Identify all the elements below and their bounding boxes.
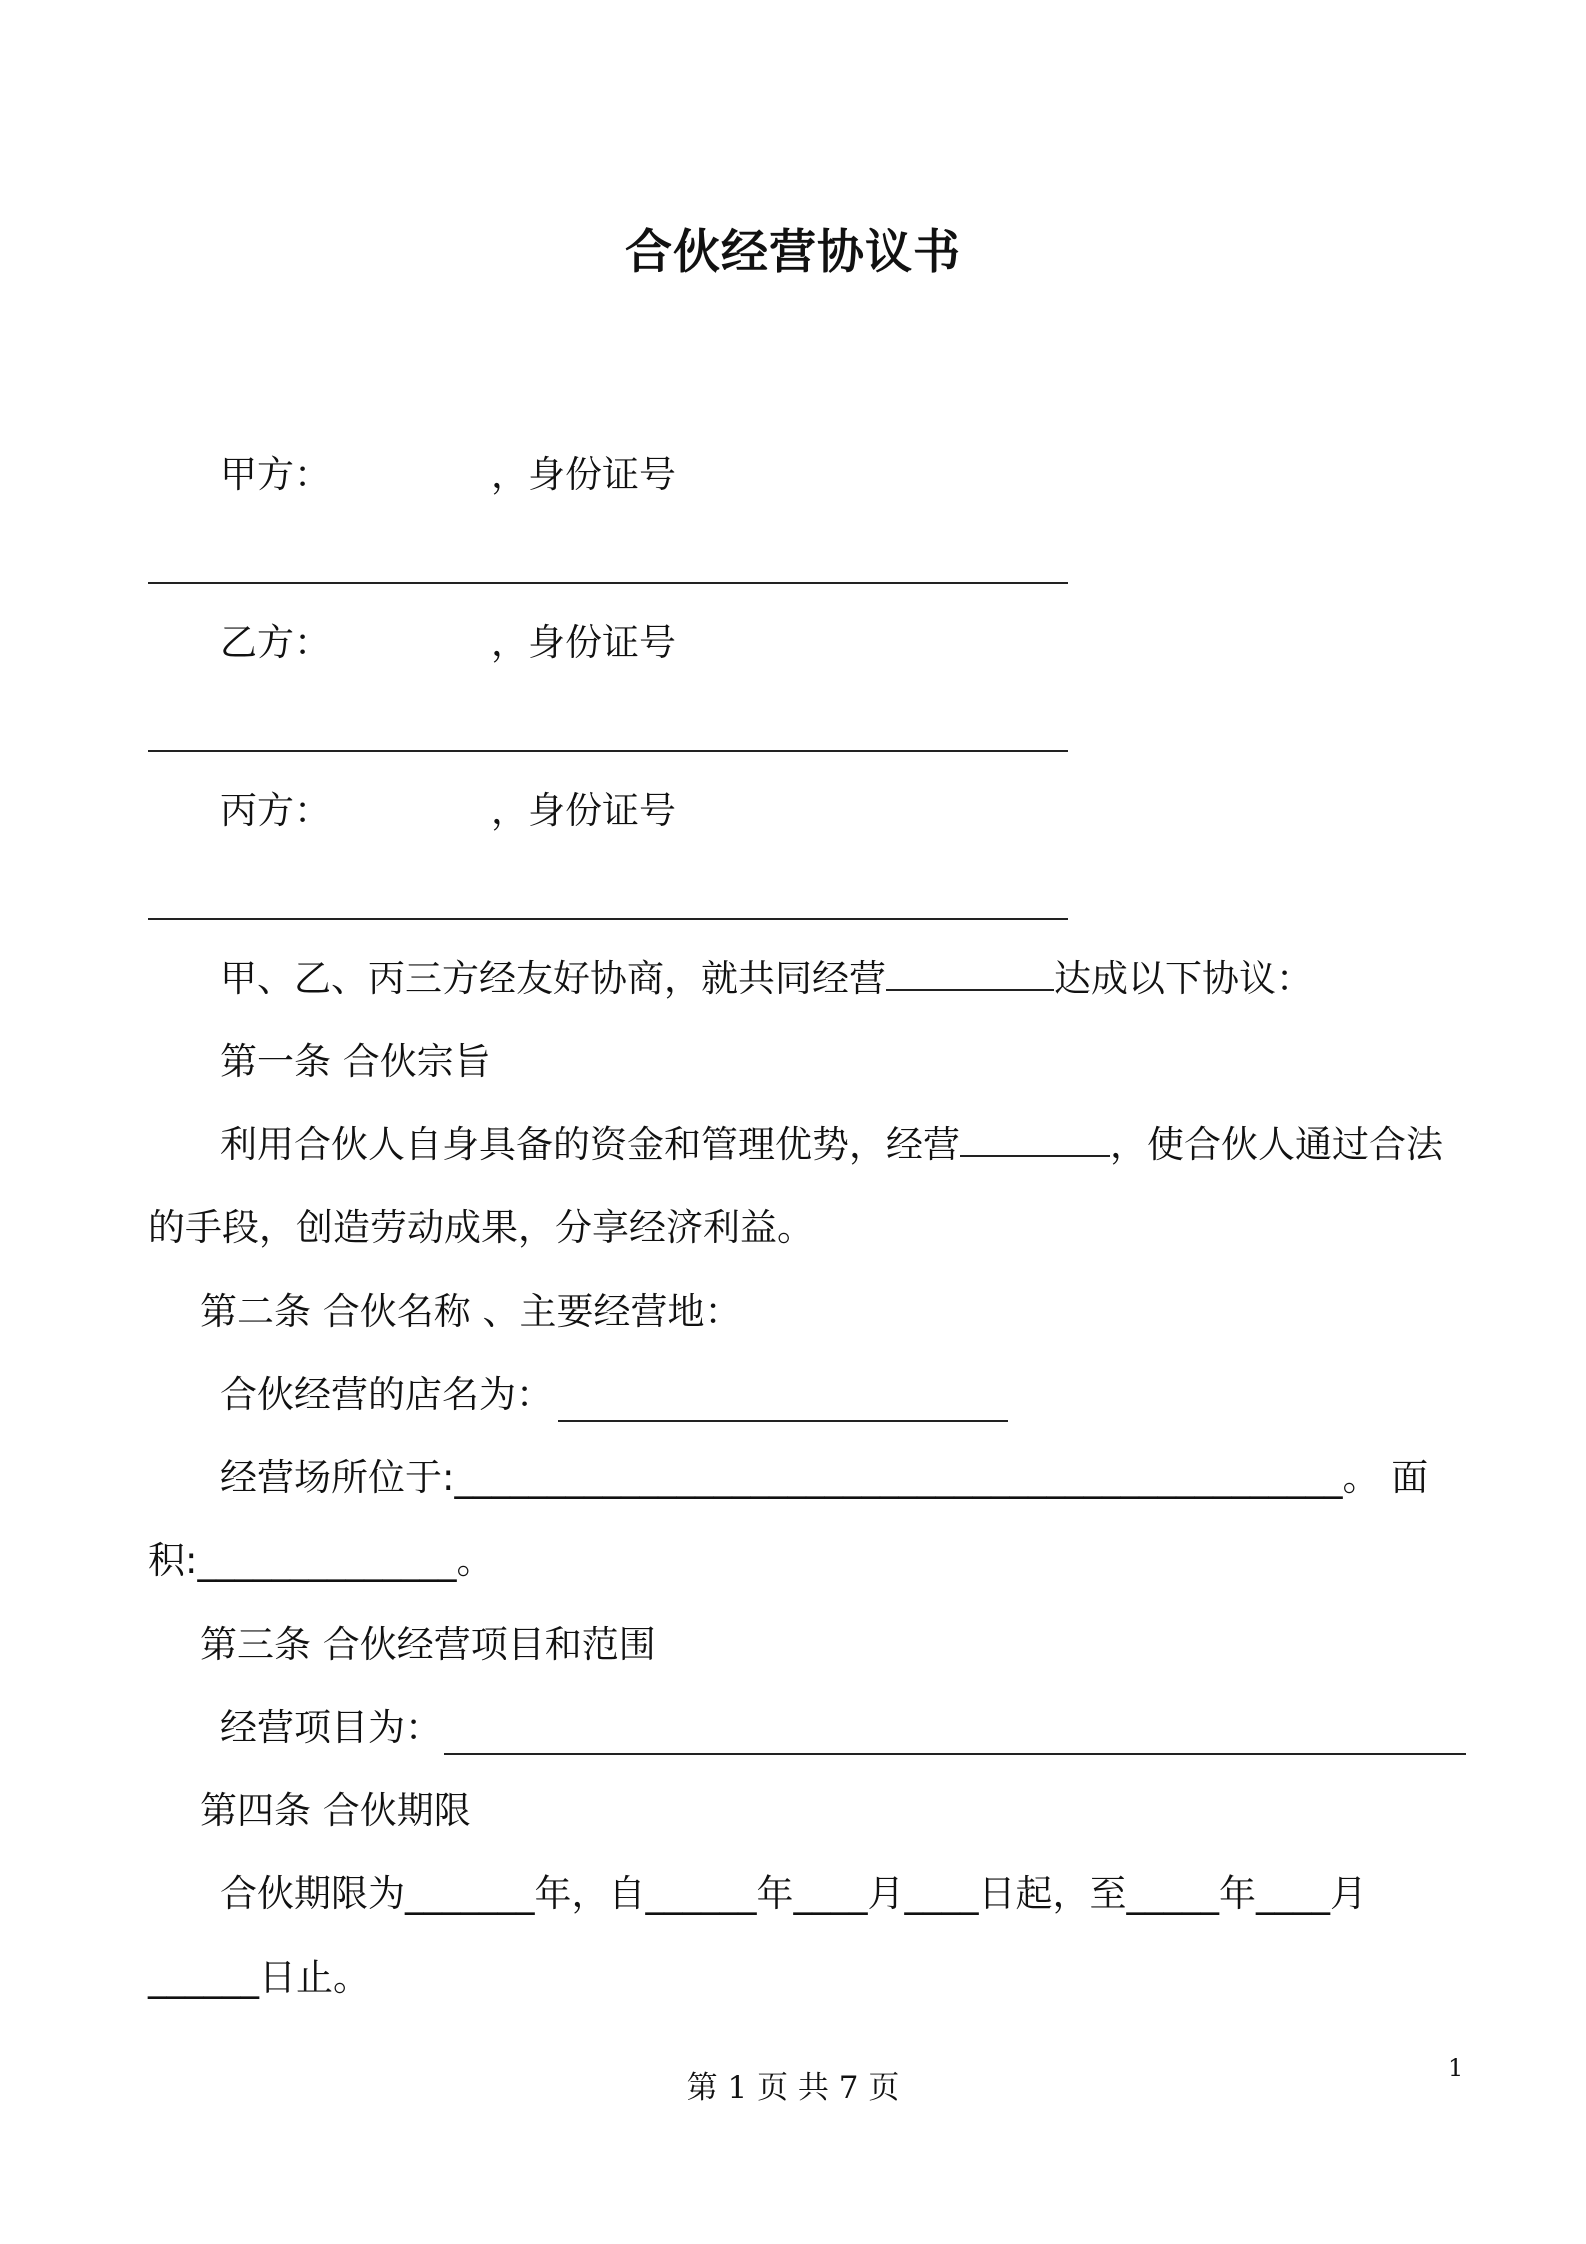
party-a-id-label: ，身份证号 <box>491 453 676 496</box>
document-title: 合伙经营协议书 <box>625 225 961 280</box>
store-name-blank <box>558 1420 1008 1422</box>
page-footer: 第 1 页 共 7 页 <box>686 2070 900 2106</box>
party-a-id-rule <box>148 582 1068 584</box>
project-line <box>220 1703 442 1753</box>
intro-line <box>220 954 1313 1004</box>
party-b-line <box>220 618 676 668</box>
article1-line1-pre: 利用合伙人自身具备的资金和管理优势，经营 <box>220 1123 960 1166</box>
party-c-id-rule <box>148 918 1068 920</box>
article1-heading: 第一条 合伙宗旨 <box>220 1040 491 1083</box>
store-name-label: 合伙经营的店名为： <box>220 1373 553 1416</box>
location-line: 经营场所位于:________________________________________________。 面 <box>220 1456 1429 1499</box>
project-label: 经营项目为： <box>220 1706 442 1749</box>
party-b-label: 乙方： <box>220 621 331 664</box>
party-a-label: 甲方： <box>220 453 331 496</box>
article1-line2: 的手段，创造劳动成果，分享经济利益。 <box>148 1206 814 1249</box>
party-b-id-rule <box>148 750 1068 752</box>
article3-heading: 第三条 合伙经营项目和范围 <box>200 1623 656 1666</box>
party-c-label: 丙方： <box>220 789 331 832</box>
article1-business-blank <box>960 1121 1110 1157</box>
business-blank <box>886 955 1054 991</box>
intro-pre: 甲、乙、丙三方经友好协商，就共同经营 <box>220 957 886 1000</box>
party-c-line <box>220 786 676 836</box>
article1-line1-post: ，使合伙人通过合法 <box>1110 1123 1443 1166</box>
period-end-line: ______日止。 <box>148 1956 370 1999</box>
page-number: 1 <box>1448 2054 1464 2082</box>
store-name-line <box>220 1370 553 1420</box>
party-b-id-label: ，身份证号 <box>491 621 676 664</box>
party-c-id-label: ，身份证号 <box>491 789 676 832</box>
article2-heading: 第二条 合伙名称 、主要经营地： <box>200 1290 742 1333</box>
intro-post: 达成以下协议： <box>1054 957 1313 1000</box>
project-blank <box>444 1753 1466 1755</box>
period-line: 合伙期限为_______年，自______年____月____日起，至_____年____月 <box>220 1872 1367 1915</box>
area-line: 积:______________。 <box>148 1539 494 1582</box>
party-a-line <box>220 450 676 500</box>
article1-line1 <box>220 1120 1443 1170</box>
article4-heading: 第四条 合伙期限 <box>200 1789 471 1832</box>
